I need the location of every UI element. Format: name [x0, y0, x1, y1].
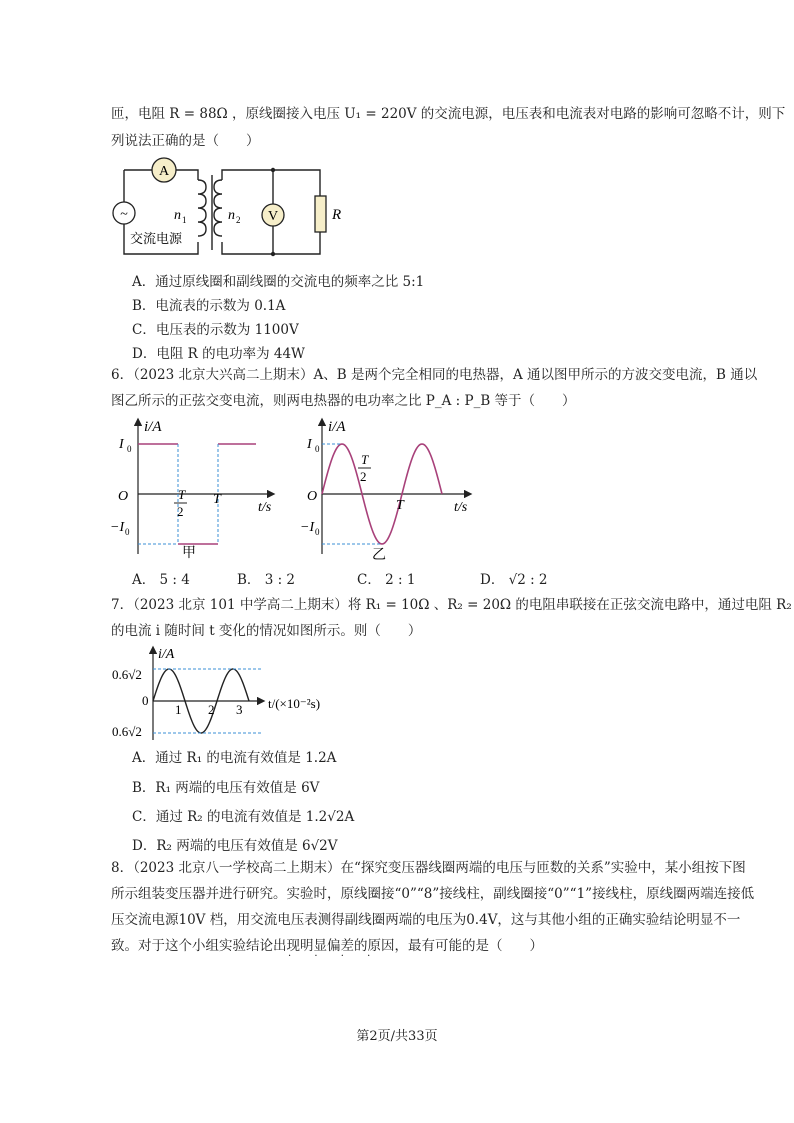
- n2-sub: 2: [236, 215, 241, 225]
- emphasis-dots: · · · ·: [288, 951, 381, 962]
- fig-b-caption: 乙: [372, 547, 386, 563]
- fig-a-bottom-sub: 0: [125, 527, 130, 537]
- n1-sub: 1: [182, 215, 187, 225]
- fig-b-top-sub: 0: [315, 444, 320, 454]
- q7-bottom-label: 0.6√2: [112, 724, 142, 739]
- fig-b-xlabel: t/s: [454, 500, 468, 515]
- q8-line-4: 致。对于这个小组实验结论出现明显偏差的原因，最有可能的是（ ）: [111, 938, 543, 954]
- fig-b-half-den: 2: [360, 469, 367, 484]
- q5-option-a: A．通过原线圈和副线圈的交流电的频率之比 5:1: [132, 274, 425, 290]
- q8-line-3: 压交流电源10V 档，用交流电压表测得副线圈两端的电压为0.4V，这与其他小组的正确实验结论明显不一: [111, 912, 741, 928]
- q6-stem-line1: 6．（2023 北京大兴高二上期末）A、B 是两个完全相同的电热器，A 通以图甲所示的方波交变电流，B 通以: [111, 367, 758, 383]
- fig-a-bottom-label: −I: [110, 520, 125, 535]
- q7-xlabel: t/(×10⁻²s): [268, 696, 321, 711]
- n1-label: n: [174, 208, 181, 223]
- fig-b-top-label: I: [307, 437, 312, 452]
- resistor-icon: [315, 196, 326, 232]
- q5-stem-line2: 列说法正确的是（ ）: [111, 133, 260, 149]
- q7-tick-1: 1: [175, 702, 182, 717]
- q5-option-c: C．电压表的示数为 1100V: [132, 322, 299, 338]
- q7-ylabel: i/A: [158, 647, 175, 662]
- n2-label: n: [228, 208, 235, 223]
- fig-a-period: T: [213, 492, 221, 507]
- q5-option-b: B．电流表的示数为 0.1A: [132, 298, 286, 314]
- fig-a-top-sub: 0: [127, 444, 132, 454]
- q7-tick-2: 2: [208, 702, 215, 717]
- q8-line-2: 所示组装变压器并进行研究。实验时，原线圈接“0”“8”接线柱，副线圈接“0”“1”接线柱，原线圈两端连接低: [111, 886, 755, 902]
- source-label: 交流电源: [130, 232, 183, 247]
- q7-option-c: C．通过 R₂ 的电流有效值是 1.2√2A: [132, 809, 355, 825]
- q7-top-label: 0.6√2: [112, 667, 142, 682]
- fig-a-caption: 甲: [182, 545, 196, 561]
- q7-stem-line1: 7．（2023 北京 101 中学高二上期末）将 R₁ = 10Ω 、R₂ = 20Ω 的电阻串联接在正弦交流电路中，通过电阻 R₂: [111, 597, 792, 613]
- q7-option-d: D．R₂ 两端的电压有效值是 6√2V: [132, 838, 338, 854]
- q7-tick-3: 3: [236, 702, 243, 717]
- fig-a-xlabel: t/s: [258, 500, 272, 515]
- fig-b-period: T: [396, 498, 404, 513]
- q8-line-1: 8．（2023 北京八一学校高二上期末）在“探究变压器线圈两端的电压与匝数的关系”实验中，某小组按下图: [111, 860, 746, 876]
- ammeter-label: A: [158, 164, 170, 179]
- fig-b-half-num: T: [361, 452, 369, 467]
- q5-option-d: D．电阻 R 的电功率为 44W: [132, 346, 305, 362]
- fig-b-origin: O: [307, 489, 318, 504]
- fig-a-half-den: 2: [177, 504, 184, 519]
- fig-b-bottom-label: −I: [300, 520, 315, 535]
- fig-a-ylabel: i/A: [144, 419, 162, 435]
- q7-origin: 0: [142, 693, 149, 708]
- source-symbol: ~: [120, 207, 128, 222]
- resistor-label: R: [332, 207, 342, 223]
- q6-option-d: D． √2 : 2: [480, 572, 548, 588]
- q7-option-b: B．R₁ 两端的电压有效值是 6V: [132, 780, 320, 796]
- voltmeter-label: V: [267, 209, 279, 224]
- q6-option-c: C． 2 : 1: [357, 572, 416, 588]
- q7-stem-line2: 的电流 i 随时间 t 变化的情况如图所示。则（ ）: [111, 623, 422, 639]
- q6-option-a: A． 5 : 4: [132, 572, 190, 588]
- fig-a-half-num: T: [178, 487, 186, 502]
- q6-stem-line2: 图乙所示的正弦交变电流，则两电热器的电功率之比 P_A : P_B 等于（ ）: [111, 393, 576, 409]
- fig-a-origin: O: [118, 489, 129, 504]
- fig-b-ylabel: i/A: [328, 419, 346, 435]
- current-time-graph: [108, 642, 368, 742]
- fig-b-bottom-sub: 0: [315, 527, 320, 537]
- sine-wave-figure: [302, 412, 482, 572]
- q6-option-b: B． 3 : 2: [237, 572, 296, 588]
- transformer-circuit: [110, 150, 340, 265]
- square-wave-figure: [108, 412, 288, 572]
- fig-a-top-label: I: [119, 437, 124, 452]
- q7-option-a: A．通过 R₁ 的电流有效值是 1.2A: [132, 750, 337, 766]
- page-footer: 第2页/共33页: [356, 1029, 438, 1044]
- q5-stem-line1: 匝，电阻 R = 88Ω ，原线圈接入电压 U₁ = 220V 的交流电源，电压表和电流表对电路的影响可忽略不计，则下: [111, 106, 786, 122]
